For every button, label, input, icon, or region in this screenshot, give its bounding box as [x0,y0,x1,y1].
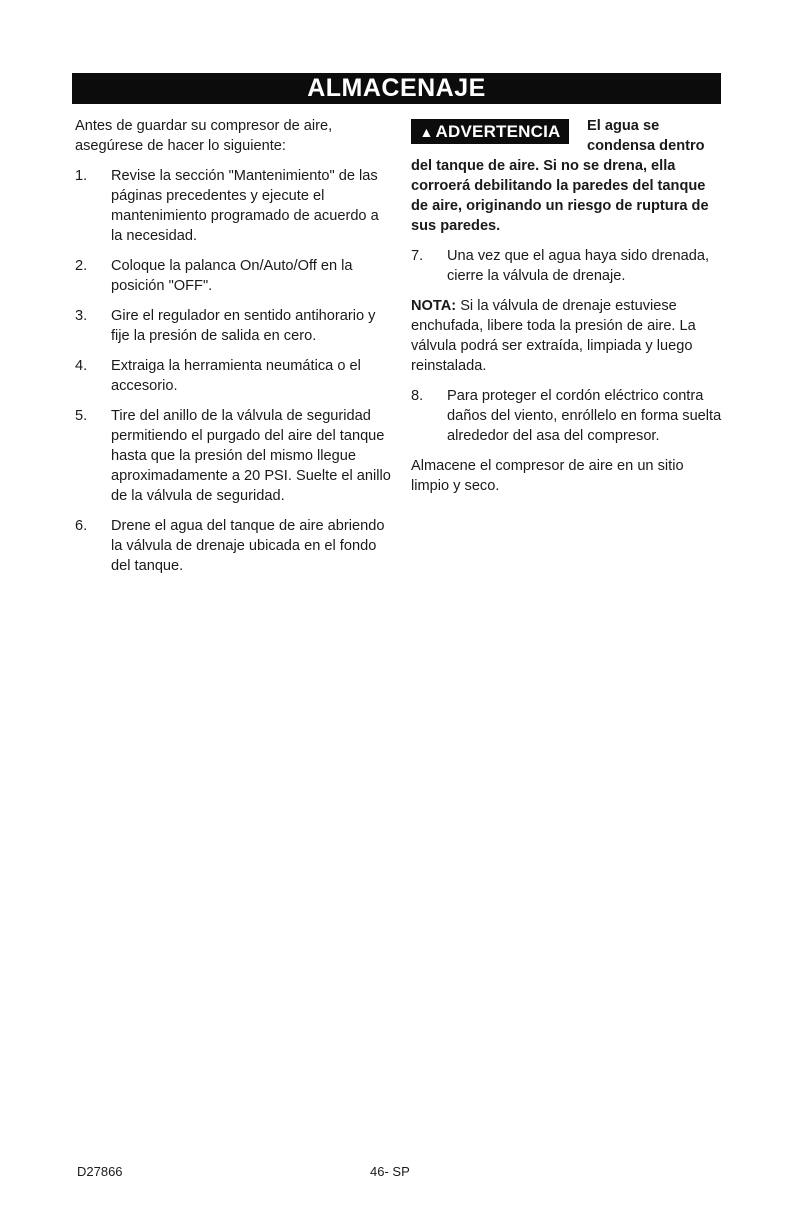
list-number: 7. [411,248,424,264]
list-item [75,256,393,296]
list-text: Extraiga la herramienta neumática o el accesorio. [111,358,361,394]
note-text: Si la válvula de drenaje estuviese enchufada, libere toda la presión de aire. La válvula podrá ser extraída, limpiada y luego reinstalada. [411,298,696,374]
intro-text: Antes de guardar su compresor de aire, asegúrese de hacer lo siguiente: [75,118,333,154]
warning-label: ADVERTENCIA [435,122,561,141]
list-number: 8. [411,388,424,404]
warning-triangle-icon: ▲ [419,124,434,140]
list-item [75,356,393,396]
list-item [75,406,393,506]
list-text: Coloque la palanca On/Auto/Off en la posición "OFF". [111,258,353,294]
list-number: 4. [75,358,88,374]
list-item [75,516,393,576]
list-number: 1. [75,168,88,184]
list-number: 6. [75,518,88,534]
list-number: 3. [75,308,88,324]
note-paragraph [411,296,723,376]
list-item [75,166,393,246]
note-label: NOTA: [411,298,457,314]
list-number: 5. [75,408,88,424]
page-number: 46- SP [370,1164,410,1179]
list-text: Gire el regulador en sentido antihorario y fije la presión de salida en cero. [111,308,376,344]
list-number: 2. [75,258,88,274]
list-item [411,246,723,286]
list-item [411,386,723,446]
warning-heading: El agua se condensa dentro [587,118,705,154]
right-column [411,116,723,496]
left-column [75,116,393,586]
list-text: Revise la sección "Mantenimiento" de las páginas precedentes y ejecute el mantenimiento programado de acuerdo a la necesidad. [111,168,379,244]
warning-badge [411,119,569,144]
warning-body: del tanque de aire. Si no se drena, ella corroerá debilitando la paredes del tanque de aire, originando un riesgo de ruptura de sus paredes. [411,158,709,234]
document-code: D27866 [77,1164,123,1179]
list-text: Para proteger el cordón eléctrico contra daños del viento, enróllelo en forma suelta alrededor del asa del compresor. [447,388,722,444]
section-title: ALMACENAJE [72,73,721,104]
list-text: Drene el agua del tanque de aire abriendo la válvula de drenaje ubicada en el fondo del tanque. [111,518,385,574]
list-item [75,306,393,346]
list-text: Una vez que el agua haya sido drenada, cierre la válvula de drenaje. [447,248,710,284]
list-text: Tire del anillo de la válvula de seguridad permitiendo el purgado del aire del tanque hasta que la presión del mismo llegue aproximadamente a 20 PSI. Suelte el anillo de la válvula de seguridad. [111,408,391,504]
closing-text: Almacene el compresor de aire en un sitio limpio y seco. [411,458,684,494]
warning-block [411,116,723,236]
